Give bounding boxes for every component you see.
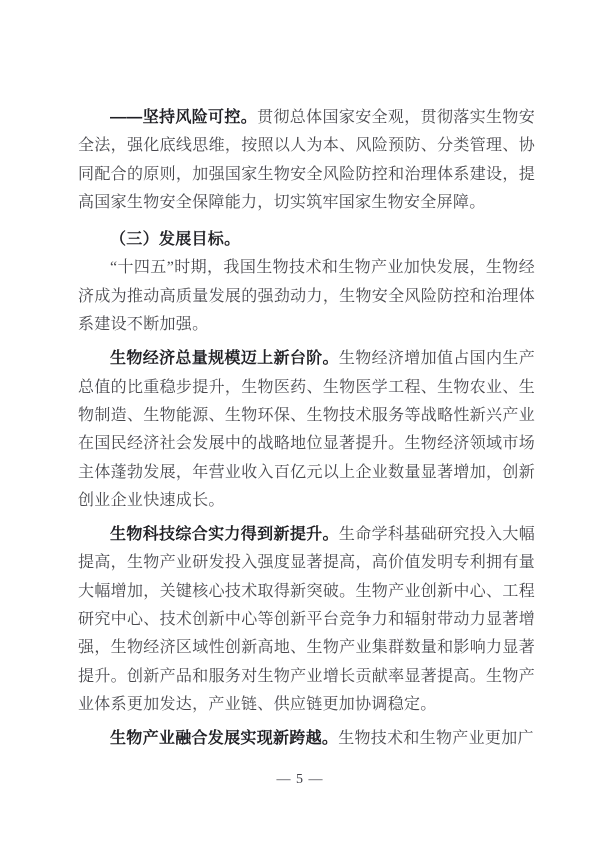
paragraph-overview: [78, 254, 535, 339]
paragraph-risk-control-lead: ——坚持风险可控。: [110, 109, 258, 126]
paragraph-goal-industry-integration-lead: 生物产业融合发展实现新跨越。: [110, 730, 339, 748]
paragraph-goal-biotech-strength-body: 生命学科基础研究投入大幅提高，生物产业研发投入强度显著提高，高价值发明专利拥有量大幅增加，关键核心技术取得新突破。生物产业创新中心、工程研究中心、技术创新中心等创新平台竞争力和辐射带动力显著增强，生物经济区域性创新高地、生物产业集群数量和影响力显著提升。创新产品和服务对生物产业增长贡献率显著提高。生物产业体系更加发达，产业链、供应链更加协调稳定。: [78, 526, 535, 713]
paragraph-goal-biotech-strength: [78, 521, 535, 719]
page-number: — 5 —: [276, 772, 324, 787]
paragraph-section-heading: [78, 226, 535, 254]
document-content: [78, 104, 535, 754]
paragraph-goal-industry-integration-body: 生物技术和生物产业更加广: [338, 730, 534, 748]
paragraph-risk-control: [78, 104, 535, 217]
section-heading-development-goals: （三）发展目标。: [110, 231, 241, 249]
paragraph-goal-economy-scale-lead: 生物经济总量规模迈上新台阶。: [110, 350, 339, 368]
paragraph-goal-economy-scale: [78, 345, 535, 515]
paragraph-risk-control-body: 贯彻总体国家安全观，贯彻落实生物安全法，强化底线思维，按照以人为本、风险预防、分类管理、协同配合的原则，加强国家生物安全风险防控和治理体系建设，提高国家生物安全保障能力，切实筑牢国家生物安全屏障。: [78, 109, 536, 211]
paragraph-goal-economy-scale-body: 生物经济增加值占国内生产总值的比重稳步提升，生物医药、生物医学工程、生物农业、生物制造、生物能源、生物环保、生物技术服务等战略性新兴产业在国民经济社会发展中的战略地位显著提升。生物经济领域市场主体蓬勃发展，年营业收入百亿元以上企业数量显著增加，创新创业企业快速成长。: [78, 350, 535, 509]
paragraph-goal-industry-integration: [78, 725, 535, 753]
paragraph-overview-body: “十四五”时期，我国生物技术和生物产业加快发展，生物经济成为推动高质量发展的强劲动力，生物安全风险防控和治理体系建设不断加强。: [78, 259, 535, 334]
paragraph-goal-biotech-strength-lead: 生物科技综合实力得到新提升。: [110, 526, 339, 544]
